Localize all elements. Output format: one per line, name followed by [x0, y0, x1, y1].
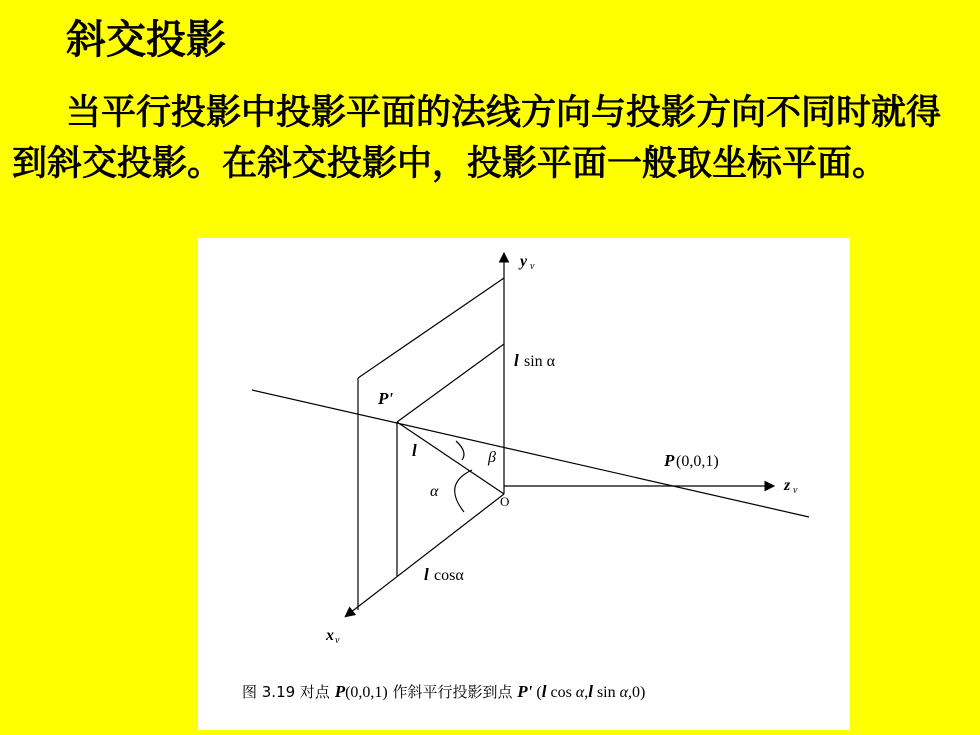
x-axis-line — [346, 494, 504, 616]
caption-cos: cos — [546, 684, 576, 701]
origin-label: O — [500, 494, 510, 509]
caption-sin: sin — [592, 684, 620, 701]
projector-top-line — [397, 344, 504, 422]
caption-l2: l — [588, 682, 593, 701]
caption-p-prime: P' — [517, 682, 533, 701]
alpha-arc — [455, 470, 472, 512]
figure-caption — [242, 682, 645, 701]
l-sin-label: l — [514, 351, 519, 370]
caption-p: P — [334, 682, 346, 701]
caption-paren-open: ( — [532, 684, 542, 701]
p-prime-label: P' — [378, 389, 394, 408]
slide-title: 斜交投影 — [66, 17, 226, 63]
projection-diagram — [198, 238, 850, 730]
caption-tail: ,0) — [628, 684, 646, 701]
projection-line — [252, 390, 809, 517]
y-axis-subscript: v — [530, 261, 535, 272]
caption-alpha2: α — [619, 684, 629, 701]
projection-figure — [198, 238, 850, 730]
x-axis-label: x — [326, 627, 334, 644]
z-axis-subscript: v — [793, 485, 798, 496]
beta-arc — [456, 441, 464, 460]
caption-comma: , — [584, 684, 589, 701]
p-point-label: P — [664, 451, 675, 470]
sin-alpha-label: sin α — [524, 353, 556, 370]
p-coords-label: (0,0,1) — [676, 453, 719, 470]
l-label: l — [412, 441, 417, 460]
l-cos-label: l — [424, 565, 429, 584]
z-axis-label: z — [784, 477, 791, 494]
y-axis-label: y — [520, 253, 528, 270]
plane-top-edge — [358, 278, 504, 378]
caption-prefix: 图 3.19 对点 — [242, 683, 335, 701]
alpha-label: α — [430, 483, 439, 500]
slide-paragraph — [12, 88, 972, 190]
x-axis-subscript: v — [335, 635, 340, 646]
caption-alpha1: α — [575, 684, 585, 701]
paragraph-text: 当平行投影中投影平面的法线方向与投影方向不同时就得到斜交投影。在斜交投影中，投影平面一般取坐标平面。 — [12, 93, 942, 184]
caption-p-coords: (0,0,1) — [345, 684, 388, 701]
cos-alpha-label: cosα — [434, 567, 464, 584]
caption-l1: l — [541, 682, 547, 701]
caption-middle: 作斜平行投影到点 — [387, 683, 518, 701]
beta-label: β — [488, 449, 496, 466]
